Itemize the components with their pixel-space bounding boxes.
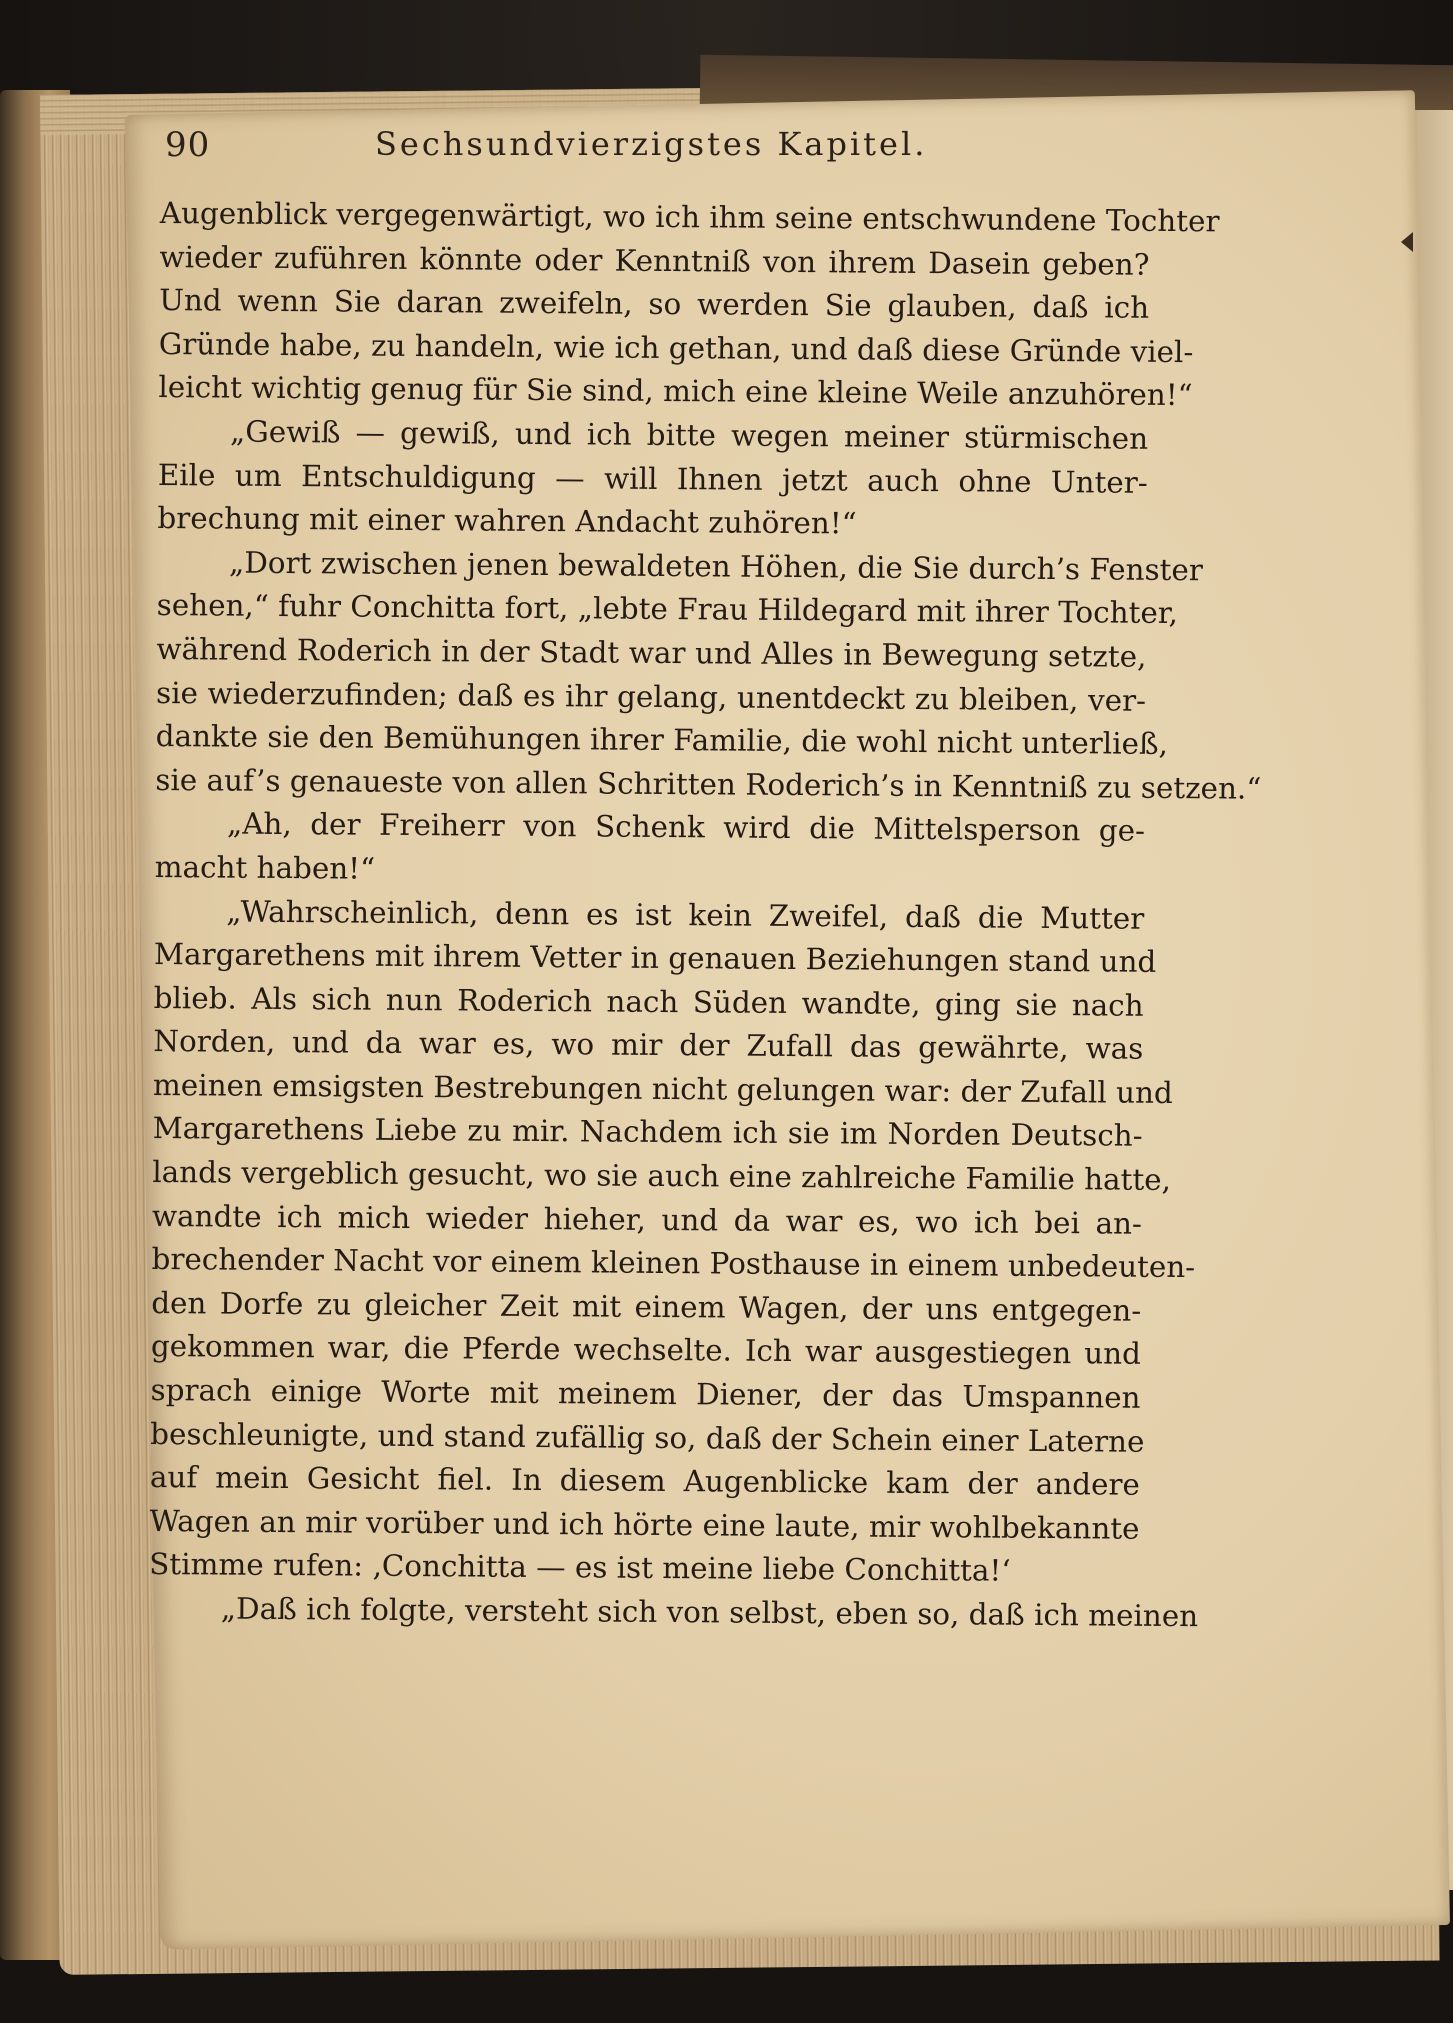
text-line: den Dorfe zu gleicher Zeit mit einem Wagen, der uns entgegen- (151, 1285, 1142, 1328)
text-line: auf mein Gesicht fiel. In diesem Augenblicke kam der andere (149, 1460, 1141, 1502)
text-line: „Daß ich folgte, versteht sich von selbst, eben so, daß ich meinen (220, 1591, 1199, 1634)
text-line: Eile um Entschuldigung — will Ihnen jetzt auch ohne Unter- (157, 457, 1148, 500)
text-line: brechung mit einer wahren Andacht zuhören!“ (157, 501, 857, 541)
text-line: während Roderich in der Stadt war und Alles in Bewegung setzte, (156, 631, 1147, 674)
text-line: Und wenn Sie daran zweifeln, so werden Sie glauben, daß ich (159, 283, 1150, 325)
page-body-text (149, 192, 1262, 1638)
text-line: „Ah, der Freiherr von Schenk wird die Mittelsperson ge- (226, 806, 1146, 849)
page-number: 90 (165, 125, 211, 165)
text-line: „Gewiß — gewiß, und ich bitte wegen meiner stürmischen (229, 414, 1149, 456)
text-line: wandte ich mich wieder hieher, und da war es, wo ich bei an- (151, 1198, 1143, 1241)
text-line: Margarethens mit ihrem Vetter in genauen Beziehungen stand und (153, 937, 1157, 979)
text-line: lands vergeblich gesucht, wo sie auch eine zahlreiche Familie hatte, (152, 1155, 1172, 1198)
text-line: Augenblick vergegenwärtigt, wo ich ihm seine entschwundene Tochter (159, 195, 1220, 239)
text-line: sie auf’s genaueste von allen Schritten Roderich’s in Kenntniß zu setzen.“ (155, 762, 1262, 806)
text-line: „Dort zwischen jenen bewaldeten Höhen, die Sie durch’s Fenster (228, 545, 1204, 587)
text-line: Gründe habe, zu handeln, wie ich gethan, und daß diese Gründe viel- (158, 326, 1194, 369)
page-marker-icon (1401, 232, 1413, 252)
text-line: meinen emsigsten Bestrebungen nicht gelungen war: der Zufall und (152, 1067, 1173, 1110)
text-line: „Wahrscheinlich, denn es ist kein Zweifel, daß die Mutter (226, 894, 1145, 936)
text-line: sprach einige Worte mit meinem Diener, der das Umspannen (150, 1372, 1141, 1415)
text-line: Stimme rufen: ‚Conchitta — es ist meine liebe Conchitta!‘ (149, 1547, 1011, 1589)
text-line: sehen,“ fuhr Conchitta fort, „lebte Frau Hildegard mit ihrer Tochter, (156, 588, 1179, 631)
text-line: macht haben!“ (154, 849, 376, 886)
text-line: Margarethens Liebe zu mir. Nachdem ich sie im Norden Deutsch- (152, 1111, 1143, 1154)
text-line: Norden, und da war es, wo mir der Zufall das gewährte, was (153, 1024, 1144, 1067)
text-line: wieder zuführen könnte oder Kenntniß von ihrem Dasein geben? (159, 239, 1150, 282)
text-line: brechender Nacht vor einem kleinen Posthause in einem unbedeuten- (151, 1242, 1196, 1285)
text-line: dankte sie den Bemühungen ihrer Familie, die wohl nicht unterließ, (155, 719, 1169, 762)
running-head: Sechsundvierzigstes Kapitel. (375, 125, 928, 163)
text-line: Wagen an mir vorüber und ich hörte eine laute, mir wohlbekannte (149, 1503, 1140, 1546)
text-line: sie wiederzufinden; daß es ihr gelang, unentdeckt zu bleiben, ver- (155, 675, 1147, 718)
text-line: leicht wichtig genug für Sie sind, mich eine kleine Weile anzuhören!“ (158, 370, 1193, 413)
text-line: beschleunigte, und stand zufällig so, daß der Schein einer Laterne (150, 1416, 1145, 1459)
text-line: gekommen war, die Pferde wechselte. Ich war ausgestiegen und (150, 1329, 1142, 1372)
text-line: blieb. Als sich nun Roderich nach Süden wandte, ging sie nach (153, 980, 1144, 1023)
